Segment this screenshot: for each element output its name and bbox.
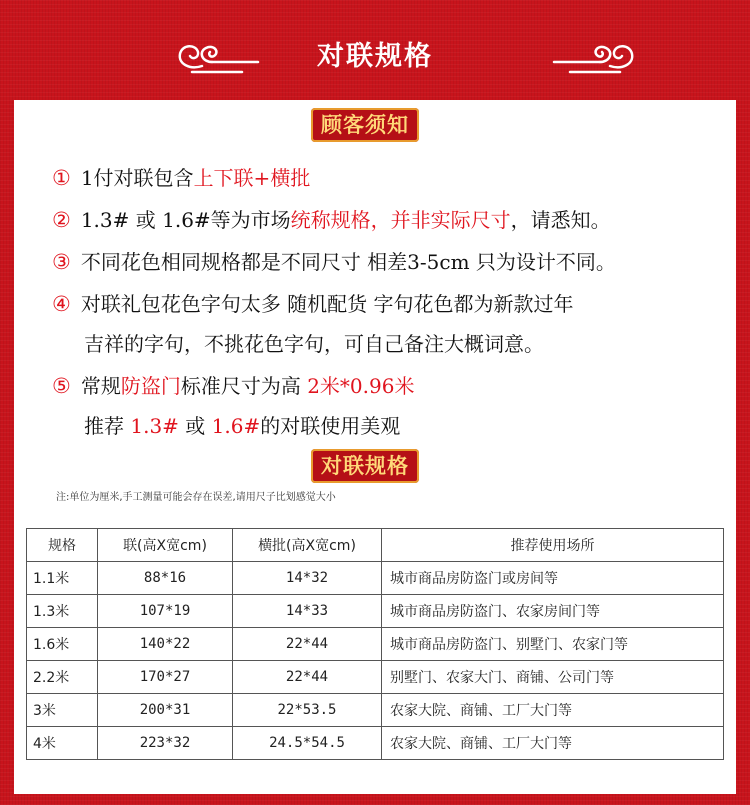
notice-text: 标准尺寸为高 xyxy=(180,374,308,398)
table-cell: 22*44 xyxy=(233,661,382,694)
notice-text: 不同花色相同规格都是不同尺寸 相差3-5cm 只为设计不同。 xyxy=(80,250,616,274)
header xyxy=(0,0,750,100)
table-cell: 4米 xyxy=(27,727,98,760)
table-header-cell: 规格 xyxy=(27,529,98,562)
notice-number: ③ xyxy=(52,250,71,274)
table-cell: 14*32 xyxy=(233,562,382,595)
notice-text: 吉祥的字句，不挑花色字句，可自己备注大概词意。 xyxy=(84,332,544,356)
notice-highlight: 1.6# xyxy=(211,414,261,438)
table-cell: 140*22 xyxy=(98,628,233,661)
table-cell: 200*31 xyxy=(98,694,233,727)
notice-item xyxy=(52,246,616,275)
notice-text: ，请悉知。 xyxy=(510,208,611,232)
table-cell: 88*16 xyxy=(98,562,233,595)
table-row xyxy=(27,595,724,628)
table-cell: 14*33 xyxy=(233,595,382,628)
table-row xyxy=(27,727,724,760)
table-header-cell: 横批(高X宽cm) xyxy=(233,529,382,562)
table-cell: 农家大院、商铺、工厂大门等 xyxy=(382,694,724,727)
table-row xyxy=(27,694,724,727)
notice-number: ④ xyxy=(52,292,71,316)
table-row xyxy=(27,562,724,595)
notice-item xyxy=(84,410,400,439)
table-row xyxy=(27,628,724,661)
table-cell: 别墅门、农家大门、商铺、公司门等 xyxy=(382,661,724,694)
table-cell: 3米 xyxy=(27,694,98,727)
notice-highlight: 1.3# xyxy=(130,414,179,438)
table-cell: 24.5*54.5 xyxy=(233,727,382,760)
measurement-note: 注:单位为厘米,手工测量可能会存在误差,请用尺子比划感觉大小 xyxy=(56,492,336,503)
table-cell: 农家大院、商铺、工厂大门等 xyxy=(382,727,724,760)
spec-badge: 对联规格 xyxy=(311,449,419,483)
spec-table xyxy=(26,528,724,760)
auspicious-cloud-icon xyxy=(552,36,640,76)
notice-text: 常规 xyxy=(80,374,121,398)
table-cell: 223*32 xyxy=(98,727,233,760)
table-cell: 城市商品房防盗门、别墅门、农家门等 xyxy=(382,628,724,661)
table-cell: 2.2米 xyxy=(27,661,98,694)
table-cell: 城市商品房防盗门或房间等 xyxy=(382,562,724,595)
notice-text: 的对联使用美观 xyxy=(260,414,401,438)
notice-number: ① xyxy=(52,166,71,190)
notice-text: 推荐 xyxy=(84,414,131,438)
notice-highlight: 2米*0.96米 xyxy=(307,374,415,398)
table-cell: 170*27 xyxy=(98,661,233,694)
notice-text: 1.3# 或 1.6#等为市场 xyxy=(80,208,291,232)
table-header-cell: 推荐使用场所 xyxy=(382,529,724,562)
table-cell: 22*44 xyxy=(233,628,382,661)
table-cell: 1.6米 xyxy=(27,628,98,661)
table-header-cell: 联(高X宽cm) xyxy=(98,529,233,562)
notice-item xyxy=(52,204,611,233)
notice-highlight: 统称规格，并非实际尺寸 xyxy=(290,208,511,232)
notice-number: ② xyxy=(52,208,71,232)
notice-text: 或 xyxy=(178,414,212,438)
table-cell: 1.1米 xyxy=(27,562,98,595)
notice-item xyxy=(52,288,574,317)
notice-badge: 顾客须知 xyxy=(311,108,419,142)
notice-item xyxy=(52,162,310,191)
notice-number: ⑤ xyxy=(52,374,71,398)
table-cell: 1.3米 xyxy=(27,595,98,628)
notice-item xyxy=(84,328,544,357)
notice-highlight: 上下联+横批 xyxy=(193,166,311,190)
table-row xyxy=(27,661,724,694)
notice-text: 对联礼包花色字句太多 随机配货 字句花色都为新款过年 xyxy=(80,292,574,316)
page-title: 对联规格 xyxy=(317,41,433,72)
table-cell: 107*19 xyxy=(98,595,233,628)
notice-item xyxy=(52,370,414,399)
table-cell: 城市商品房防盗门、农家房间门等 xyxy=(382,595,724,628)
table-header-row xyxy=(27,529,724,562)
table-cell: 22*53.5 xyxy=(233,694,382,727)
table-body xyxy=(27,562,724,760)
notice-text: 1付对联包含 xyxy=(80,166,194,190)
content-panel xyxy=(14,100,736,794)
notice-highlight: 防盗门 xyxy=(120,374,181,398)
